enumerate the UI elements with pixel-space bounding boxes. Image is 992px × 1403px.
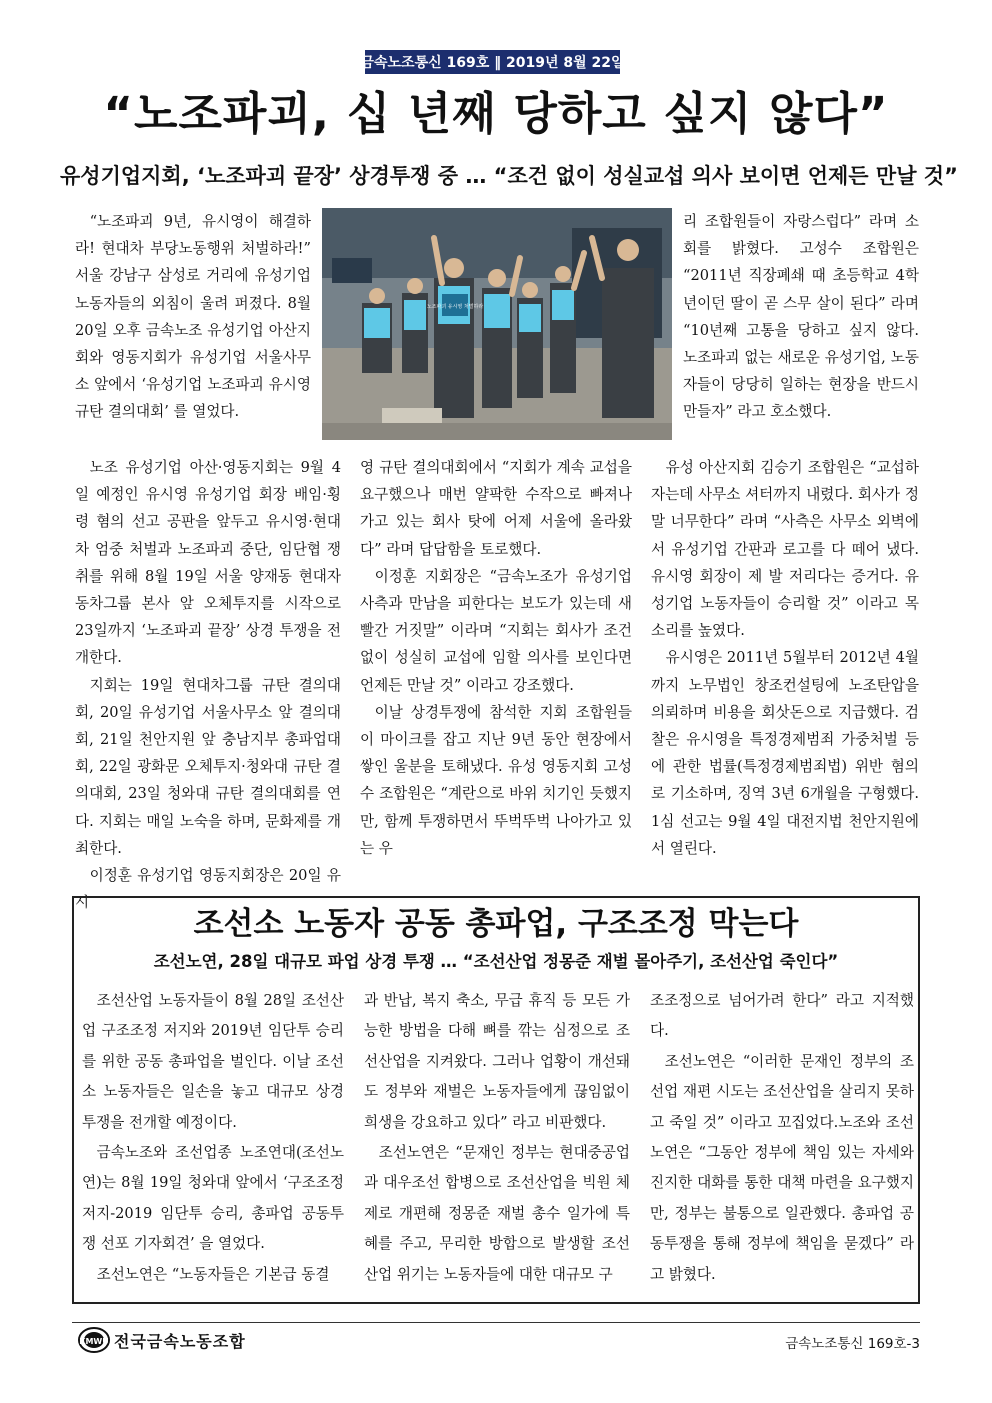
- paragraph: 조선산업 노동자들이 8월 28일 조선산업 구조조정 저지와 2019년 임단투 승리를 위한 공동 총파업을 벌인다. 이날 조선소 노동자들은 일손을 놓고 대규모 상경 투쟁을 전개할 예정이다.: [82, 992, 344, 1131]
- paragraph: 노조 유성기업 아산·영동지회는 9월 4일 예정인 유시영 유성기업 회장 배임·횡령 혐의 선고 공판을 앞두고 유시영·현대차 엄중 처벌과 노조파괴 중단, 임단협 쟁취를 위해 8월 19일 서울 양재동 현대자동차그룹 본사 앞 오체투지를 시작으로 23일까지 ‘노조파괴 끝장’ 상경 투쟁을 전개한다.: [75, 459, 341, 667]
- logo-badge-text: KMWU: [79, 1337, 109, 1346]
- paragraph: 조선노연은 “이러한 문재인 정부의 조선업 재편 시도는 조선산업을 살리지 못하고 죽일 것” 이라고 꼬집었다.노조와 조선노연은 “그동안 정부에 책임 있는 자세와 진지한 대화를 통한 대책 마련을 요구했지만, 정부는 불통으로 일관했다. 총파업 공동투쟁을 통해 정부에 책임을 묻겠다” 라고 밝혔다.: [650, 1052, 914, 1283]
- footer-rule: [72, 1322, 920, 1323]
- kmwu-logo-graphic: [78, 1326, 110, 1354]
- issue-label: 금속노조통신 169호 ‖ 2019년 8월 22일: [360, 55, 625, 71]
- paragraph: 조선노연은 “문재인 정부는 현대중공업과 대우조선 합병으로 조선산업을 빅원 체제로 개편해 정몽준 재벌 총수 일가에 특혜를 주고, 무리한 방합으로 발생할 조선산업 위기는 노동자들에 대한 대규모 구: [364, 1144, 630, 1283]
- article1-col1-bottom: [75, 454, 341, 916]
- paragraph: 유시영은 2011년 5월부터 2012년 4월까지 노무법인 창조컨설팅에 노조탄압을 의뢰하며 비용을 회삿돈으로 지급했다. 검찰은 유시영을 특정경제범죄 가중처벌 등에 관한 법률(특정경제범죄법) 위반 혐의로 기소하며, 징역 3년 6개월을 구형했다. 1심 선고는 9월 4일 대전지법 천안지원에서 열린다.: [651, 649, 919, 857]
- paragraph: 이날 상경투쟁에 참석한 지회 조합원들이 마이크를 잡고 지난 9년 동안 현장에서 쌓인 울분을 토해냈다. 유성 영동지회 고성수 조합원은 “계란으로 바위 치기인 듯했지만, 함께 투쟁하면서 뚜벅뚜벅 나아가고 있는 우: [360, 703, 632, 857]
- paragraph: 영 규탄 결의대회에서 “지회가 계속 교섭을 요구했으나 매번 얄팍한 수작으로 빠져나가고 있는 회사 탓에 어제 서울에 올라왔다” 라며 답답함을 토로했다.: [360, 459, 632, 558]
- article2-col3: [650, 986, 914, 1290]
- union-name: 전국금속노동조합: [114, 1332, 246, 1351]
- paragraph: 조선노연은 “노동자들은 기본급 동결: [96, 1265, 330, 1283]
- paragraph: 과 반납, 복지 축소, 무급 휴직 등 모든 가능한 방법을 다해 뼈를 깎는 심정으로 조선산업을 지켜왔다. 그러나 업황이 개선돼도 정부와 재벌은 노동자들에게 끊임없이 희생을 강요하고 있다” 라고 비판했다.: [364, 992, 630, 1131]
- paragraph: 금속노조와 조선업종 노조연대(조선노연)는 8월 19일 청와대 앞에서 ‘구조조정 저지-2019 임단투 승리, 총파업 공동투쟁 선포 기자회견’ 을 열었다.: [82, 1144, 344, 1253]
- article2-headline: 조선소 노동자 공동 총파업, 구조조정 막는다: [193, 906, 799, 942]
- paragraph: 지회는 19일 현대차그룹 규탄 결의대회, 20일 유성기업 서울사무소 앞 결의대회, 21일 천안지원 앞 충남지부 총파업대회, 22일 광화문 오체투지·청와대 규탄 결의대회, 23일 청와대 규탄 결의대회를 연다. 지회는 매일 노숙을 하며, 문화제를 개최한다.: [75, 676, 341, 857]
- paragraph: 리 조합원들이 자랑스럽다” 라며 소회를 밝혔다. 고성수 조합원은 “2011년 직장폐쇄 때 초등학교 4학년이던 딸이 곧 스무 살이 된다” 라며 “10년째 고통을 당하고 싶지 않다. 노조파괴 없는 새로운 유성기업, 노동자들이 당당히 일하는 현장을 반드시 만들자” 라고 호소했다.: [683, 213, 919, 421]
- paragraph: 이정훈 지회장은 “금속노조가 유성기업 사측과 만남을 피한다는 보도가 있는데 새빨간 거짓말” 이라며 “지회는 회사가 조건 없이 성실히 교섭에 임할 의사를 보인다면 언제든 만날 것” 이라고 강조했다.: [360, 567, 632, 694]
- article1-col3-bottom: [651, 454, 919, 862]
- article1-headline: “노조파괴, 십 년째 당하고 싶지 않다”: [103, 87, 889, 140]
- paragraph: 조조정으로 넘어가려 한다” 라고 지적했다.: [650, 992, 914, 1040]
- paragraph: 유성 아산지회 김승기 조합원은 “교섭하자는데 사무소 셔터까지 내렸다. 회사가 정말 너무한다” 라며 “사측은 사무소 외벽에서 유성기업 간판과 로고를 다 떼어 냈다. 유시영 회장이 제 발 저리다는 증거다. 유성기업 노동자들이 승리할 것” 이라고 목소리를 높였다.: [651, 459, 919, 640]
- article1-subheadline: 유성기업지회, ‘노조파괴 끝장’ 상경투쟁 중 … “조건 없이 성실교섭 의사 보이면 언제든 만날 것”: [60, 164, 958, 188]
- article1-col2: [360, 454, 632, 862]
- paragraph: 이정훈 유성기업 영동지회장은 20일 유시: [75, 867, 341, 912]
- article2-col1: [82, 986, 344, 1290]
- protest-sign-text: 노조파괴 유시영 처벌하라: [426, 304, 484, 310]
- article2-subheadline: 조선노연, 28일 대규모 파업 상경 투쟁 … “조선산업 정몽준 재벌 몰아주기, 조선산업 죽인다”: [153, 952, 839, 971]
- kmwu-logo-icon: [78, 1326, 110, 1354]
- article1-col1-top: [75, 208, 311, 426]
- article1-col3-top: [683, 208, 919, 426]
- issue-masthead: [360, 50, 625, 74]
- protest-scene-illustration: [322, 208, 672, 440]
- paragraph: “노조파괴 9년, 유시영이 해결하라! 현대차 부당노동행위 처벌하라!” 서울 강남구 삼성로 거리에 유성기업 노동자들의 외침이 울려 퍼졌다. 8월 20일 오후 금속노조 유성기업 아산지회와 영동지회가 유성기업 서울사무소 앞에서 ‘유성기업 노조파괴 유시영 규탄 결의대회’ 를 열었다.: [75, 213, 311, 421]
- page-number-label: 금속노조통신 169호-3: [785, 1336, 920, 1352]
- article2-col2: [364, 986, 630, 1290]
- protest-photo: [322, 208, 672, 440]
